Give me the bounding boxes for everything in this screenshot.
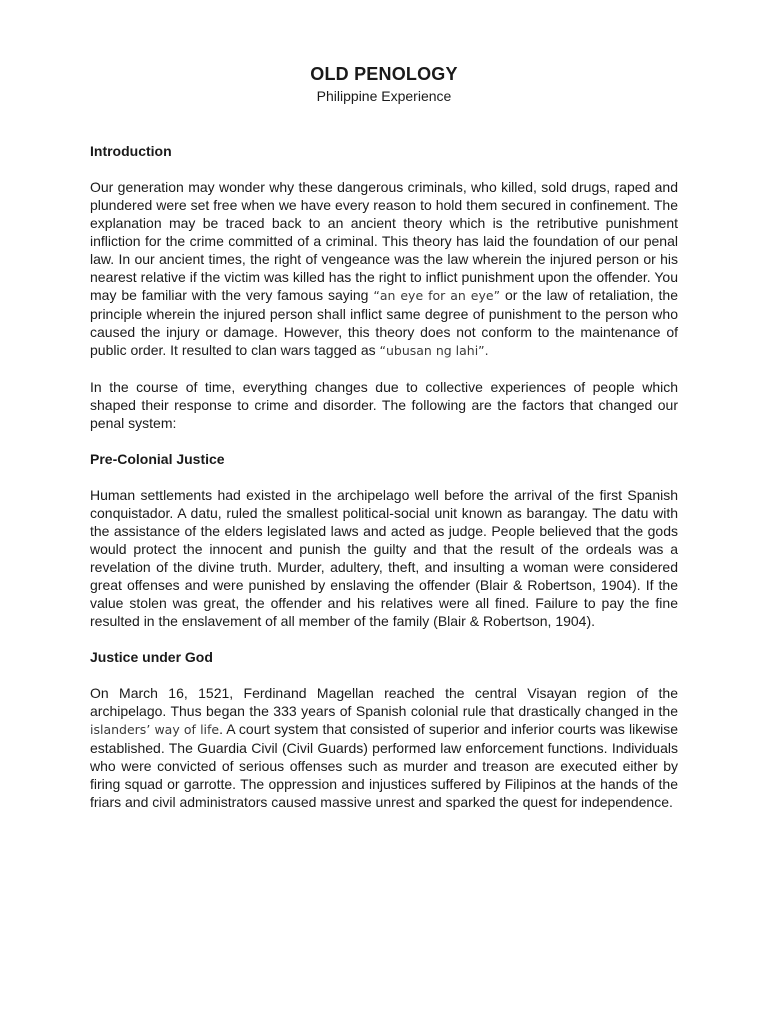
under-god-text-1: On March 16, 1521, Ferdinand Magellan reached the central Visayan region of the archipelago. Thus began the 333 years of Spanish colonial rule that drastically changed in the [90, 685, 678, 719]
document-page [90, 62, 678, 811]
under-god-text-2: . A court system that consisted of superior and inferior courts was likewise established. The Guardia Civil (Civil Guards) performed law enforcement functions. Individuals who were convicted of serious offenses such as murder and treason are executed either by firing squad or garrotte. The oppression and injustices suffered by Filipinos at the hands of the friars and civil administrators caused massive unrest and sparked the quest for independence. [90, 721, 678, 810]
heading-justice-under-god: Justice under God [90, 649, 213, 665]
intro-text-1: Our generation may wonder why these dangerous criminals, who killed, sold drugs, raped and plundered were set free when we have every reason to hold them secured in confinement. The explanation may be traced back to an ancient theory which is the retributive punishment infliction for the crime committed of a criminal. This theory has laid the foundation of our penal law. In our ancient times, the right of vengeance was the law wherein the injured person or his nearest relative if the victim was killed has the right to inflict punishment upon the offender. You may be familiar with the very famous saying [90, 179, 678, 303]
introduction-paragraph-1 [90, 178, 678, 360]
document-subtitle: Philippine Experience [316, 88, 452, 104]
heading-pre-colonial-justice: Pre-Colonial Justice [90, 451, 225, 467]
under-god-quote-islanders: islanders’ way of life [90, 722, 220, 737]
intro-quote-eye-for-eye: “an eye for an eye” [373, 288, 501, 303]
intro-text-2: or the law of retaliation, the principle wherein the injured person shall inflict same degree of punishment to the person who caused the injury or damage. However, this theory does not conform to the maintenance of public order. It resulted to clan wars tagged as [90, 287, 678, 358]
justice-under-god-paragraph [90, 684, 678, 811]
introduction-paragraph-2: In the course of time, everything changes due to collective experiences of people which shaped their response to crime and disorder. The following are the factors that changed our penal system: [90, 379, 678, 431]
pre-colonial-paragraph: Human settlements had existed in the archipelago well before the arrival of the first Spanish conquistador. A datu, ruled the smallest political-social unit known as barangay. The datu with the assistance of the elders legislated laws and acted as judge. People believed that the gods would protect the innocent and punish the guilty and that the result of the ordeals was a revelation of the divine truth. Murder, adultery, theft, and insulting a woman were considered great offenses and were punished by enslaving the offender (Blair & Robertson, 1904). If the value stolen was great, the offender and his relatives were all fined. Failure to pay the fine resulted in the enslavement of all member of the family (Blair & Robertson, 1904). [90, 487, 678, 629]
document-title: OLD PENOLOGY [310, 64, 458, 84]
intro-quote-ubusan: “ubusan ng lahi”. [379, 343, 489, 358]
heading-introduction: Introduction [90, 143, 172, 159]
